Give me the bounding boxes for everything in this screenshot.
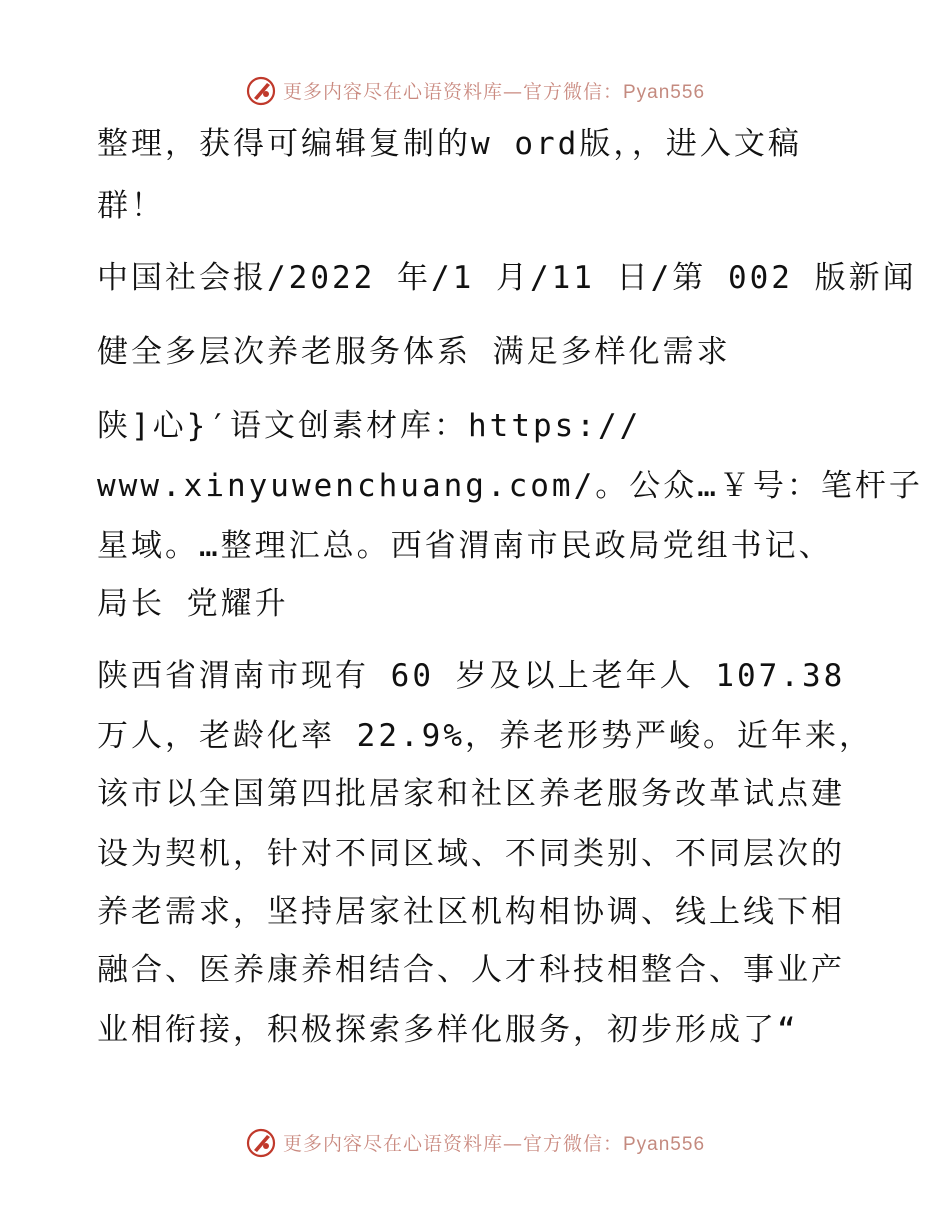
text-line: 万人，老龄化率 22.9%，养老形势严峻。近年来， (97, 718, 873, 754)
footer-banner (0, 1124, 950, 1160)
text-line: 中国社会报/2022 年/1 月/11 日/第 002 版新闻 (97, 260, 917, 296)
quill-logo-icon (245, 1126, 277, 1158)
text-line: www.xinyuwenchuang.com/。公众…￥号：笔杆子 (97, 468, 923, 504)
banner-wechat-id: Pyan556 (623, 81, 706, 103)
article-title: 健全多层次养老服务体系 满足多样化需求 (97, 334, 731, 370)
text-line: 设为契机，针对不同区域、不同类别、不同层次的 (97, 836, 845, 872)
text-line: 陕西省渭南市现有 60 岁及以上老年人 107.38 (97, 658, 846, 694)
banner-wechat-id: Pyan556 (623, 1133, 706, 1155)
text-line: 业相衔接，积极探索多样化服务，初步形成了“ (97, 1012, 799, 1048)
text-line: 星域。…整理汇总。西省渭南市民政局党组书记、 (97, 528, 833, 564)
text-line: 陕]心}′语文创素材库：https:// (97, 408, 642, 444)
text-line: 养老需求，坚持居家社区机构相协调、线上线下相 (97, 894, 845, 930)
text-line: 局长 党耀升 (97, 586, 289, 622)
banner-label: 更多内容尽在心语资料库—官方微信： (282, 1132, 623, 1155)
text-line: 该市以全国第四批居家和社区养老服务改革试点建 (97, 776, 845, 812)
banner-label: 更多内容尽在心语资料库—官方微信： (282, 80, 623, 103)
text-line: 群！ (97, 188, 165, 224)
banner-text (283, 1129, 705, 1156)
text-line: 整理，获得可编辑复制的w ord版，，进入文稿 (97, 126, 802, 162)
text-line: 融合、医养康养相结合、人才科技相整合、事业产 (97, 952, 845, 988)
